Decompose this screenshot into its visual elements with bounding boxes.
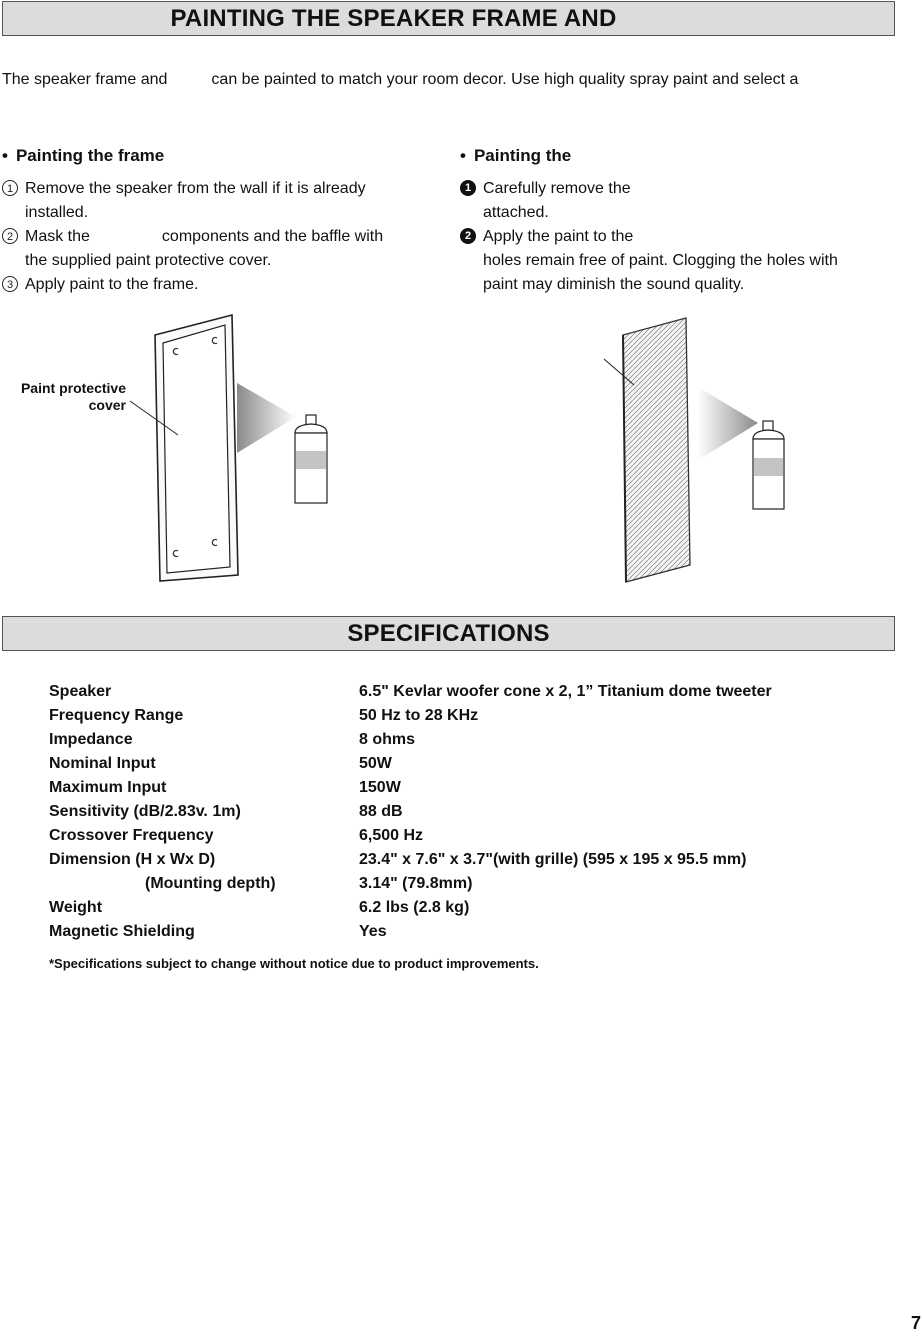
- intro-text-end: can be painted to match your room decor. Use high quality spray paint and select a: [211, 71, 799, 88]
- specifications-table: [49, 680, 772, 944]
- section-banner-painting: [2, 1, 895, 36]
- intro-paragraph: [2, 71, 798, 89]
- page-number: 7: [910, 1313, 921, 1333]
- spec-row-dimension: Dimension (H x Wx D) 23.4" x 7.6" x 3.7"(with grille) (595 x 195 x 95.5 mm): [49, 851, 747, 868]
- spec-row-nominal-input: Nominal Input 50W: [49, 755, 392, 772]
- spec-row-sensitivity: Sensitivity (dB/2.83v. 1m) 88 dB: [49, 803, 403, 820]
- spray-mist-shape: [237, 383, 296, 453]
- intro-text-start: The speaker frame and: [2, 71, 168, 88]
- spray-can-icon: [295, 415, 327, 503]
- filled-number-2-icon: 2: [460, 228, 476, 244]
- spec-row-maximum-input: Maximum Input 150W: [49, 779, 401, 796]
- spec-row-frequency-range: Frequency Range 50 Hz to 28 KHz: [49, 707, 479, 724]
- grille-step-2: 2 Apply the paint to the holes remain free of paint. Clogging the holes with paint may diminish the sound quality.: [460, 225, 900, 297]
- spec-row-weight: Weight 6.2 lbs (2.8 kg): [49, 899, 470, 916]
- frame-step-3: 3 Apply paint to the frame.: [2, 273, 442, 297]
- grille-painting-illustration: [598, 315, 798, 590]
- spec-row-speaker: Speaker 6.5" Kevlar woofer cone x 2, 1” Titanium dome tweeter: [49, 683, 772, 700]
- specifications-title: SPECIFICATIONS: [347, 620, 550, 647]
- bullet-icon: •: [460, 146, 466, 165]
- spray-mist-shape: [698, 387, 758, 460]
- spray-can-icon: [753, 421, 784, 509]
- specifications-footnote: *Specifications subject to change without notice due to product improvements.: [49, 956, 539, 971]
- paint-protective-cover-label: Paint protective cover: [20, 380, 126, 413]
- painting-frame-heading: • Painting the frame: [2, 146, 165, 165]
- frame-step-2: 2 Mask the components and the baffle with the supplied paint protective cover.: [2, 225, 442, 273]
- circled-number-3-icon: 3: [2, 276, 18, 292]
- painting-frame-column: [2, 145, 442, 297]
- filled-number-1-icon: 1: [460, 180, 476, 196]
- bullet-icon: •: [2, 146, 8, 165]
- spec-row-impedance: Impedance 8 ohms: [49, 731, 416, 748]
- circled-number-1-icon: 1: [2, 180, 18, 196]
- grille-step-1: 1 Carefully remove the attached.: [460, 177, 900, 225]
- painting-grille-heading: • Painting the: [460, 146, 572, 165]
- circled-number-2-icon: 2: [2, 228, 18, 244]
- page-title: PAINTING THE SPEAKER FRAME AND: [170, 5, 617, 32]
- spec-row-magnetic-shielding: Magnetic Shielding Yes: [49, 923, 387, 940]
- frame-painting-illustration: [0, 305, 360, 595]
- speaker-frame-shape: [155, 315, 238, 581]
- section-banner-specifications: [2, 616, 895, 651]
- speaker-grille-shape: [623, 318, 690, 582]
- spec-row-mounting-depth: (Mounting depth) 3.14" (79.8mm): [145, 875, 473, 892]
- spec-row-crossover-frequency: Crossover Frequency 6,500 Hz: [49, 827, 424, 844]
- painting-grille-column: [460, 145, 900, 297]
- frame-step-1: 1 Remove the speaker from the wall if it is already installed.: [2, 177, 442, 225]
